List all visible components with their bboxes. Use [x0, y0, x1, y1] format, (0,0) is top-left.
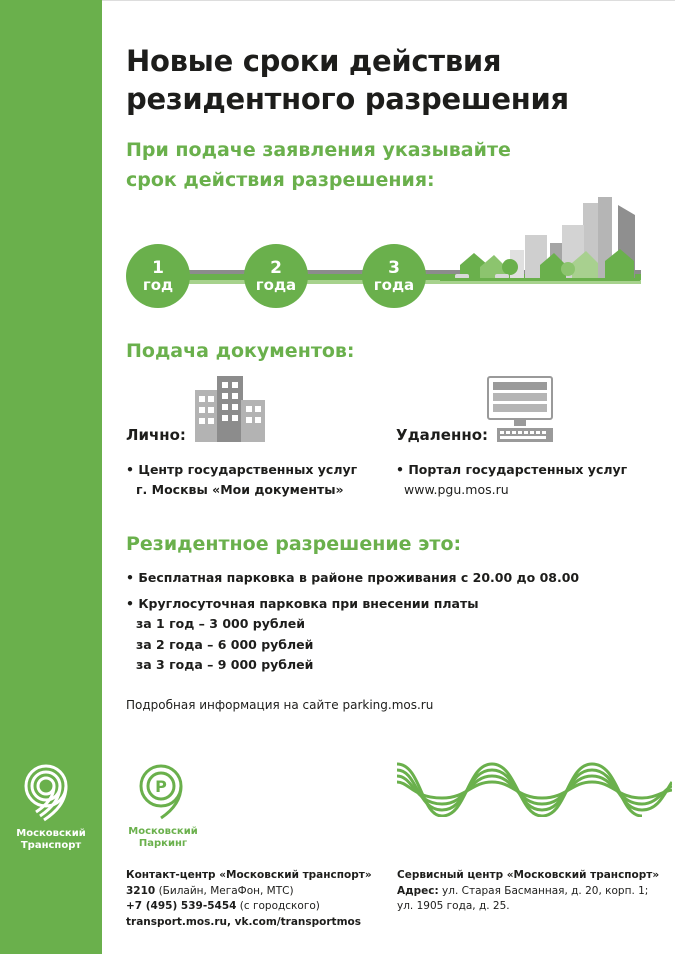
price-list: [136, 614, 313, 676]
personal-bullet: • Центр государственных услуг г. Москвы «Мои документы»: [126, 462, 358, 497]
page-title: Новые сроки действия резидентного разрешения: [126, 44, 569, 116]
contact-center: Контакт-центр «Московский транспорт» 3210 (Билайн, МегаФон, МТС) +7 (495) 539-5454 (с городского) transport.mos.ru, vk.com/transportmos: [126, 869, 372, 928]
price-3-years: за 3 года – 9 000 рублей: [136, 657, 314, 672]
resident-heading: Резидентное разрешение это:: [126, 533, 462, 555]
moscow-parking-logo-icon: [137, 762, 189, 820]
wave-decoration: [397, 762, 672, 817]
price-2-years: за 2 года – 6 000 рублей: [136, 636, 314, 652]
term-3-years: 3 года: [362, 244, 426, 308]
price-1-year: за 1 год – 3 000 рублей: [136, 616, 305, 631]
remote-label: Удаленно:: [396, 426, 488, 444]
parking-logo-text: Московский Паркинг: [128, 826, 198, 849]
service-center: Сервисный центр «Московский транспорт» Адрес: ул. Старая Басманная, д. 20, корп. 1; ул. 1905 года, д. 25.: [397, 869, 660, 912]
transport-logo-text: Московский Транспорт: [16, 828, 86, 851]
documents-heading: Подача документов:: [126, 340, 355, 362]
personal-label: Лично:: [126, 426, 186, 444]
city-illustration: [440, 195, 640, 290]
svg-text:P: P: [155, 777, 167, 796]
computer-icon: [487, 376, 553, 444]
term-2-years: 2 года: [244, 244, 308, 308]
remote-bullet: • Портал государстенных услуг: [396, 462, 628, 477]
pgu-link[interactable]: www.pgu.mos.ru: [404, 482, 509, 497]
office-building-icon: [195, 376, 265, 442]
contact-links[interactable]: transport.mos.ru, vk.com/transportmos: [126, 915, 361, 928]
resident-bullet-paid: • Круглосуточная парковка при внесении платы: [126, 596, 479, 611]
moscow-transport-logo-icon: [18, 760, 80, 822]
resident-bullet-free: • Бесплатная парковка в районе проживания с 20.00 до 08.00: [126, 570, 580, 585]
subtitle: При подаче заявления указывайте срок действия разрешения:: [126, 139, 511, 191]
term-1-year: 1 год: [126, 244, 190, 308]
info-line: Подробная информация на сайте parking.mos.ru: [126, 698, 434, 712]
